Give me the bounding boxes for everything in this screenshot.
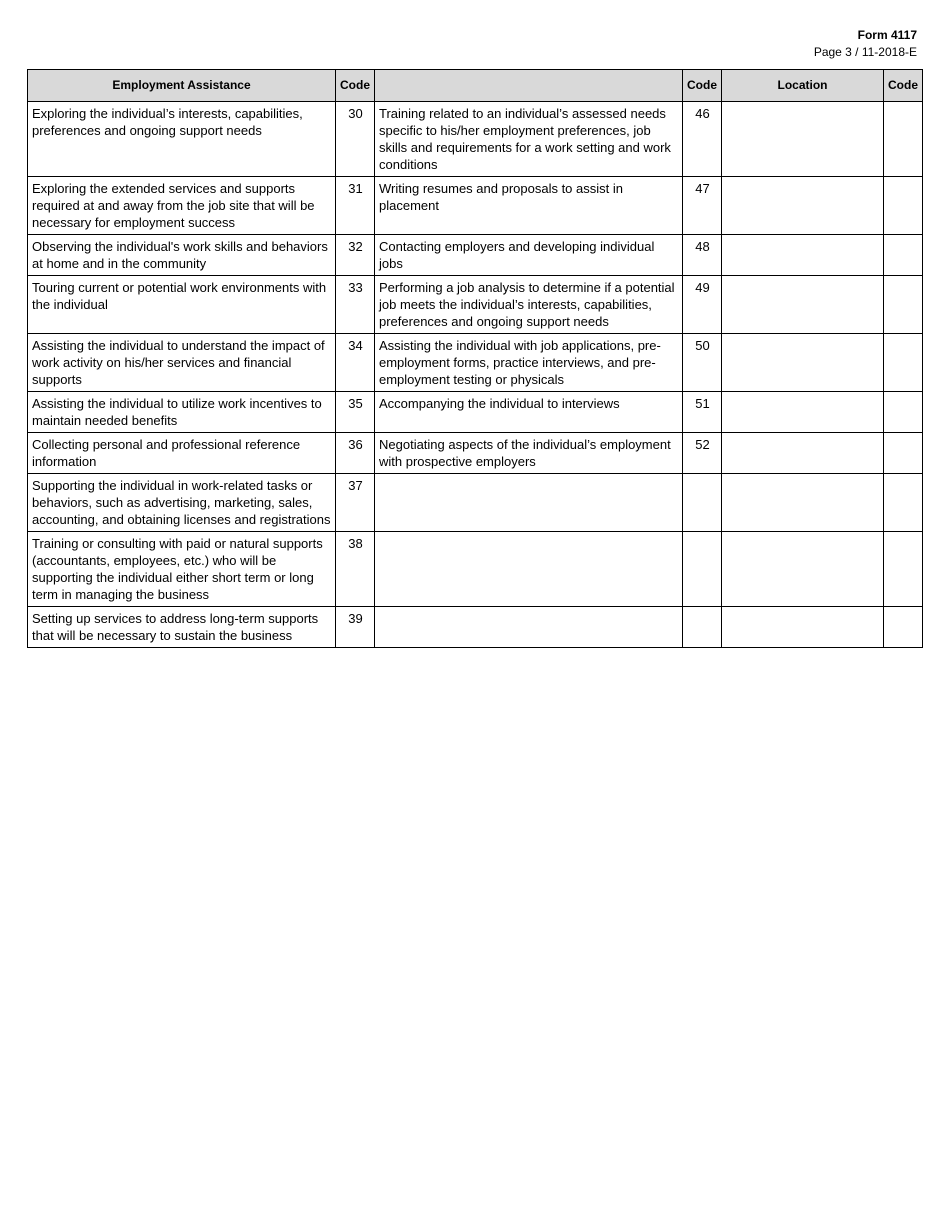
service-description: Training related to an individual’s assessed needs specific to his/her employment preferences, job skills and requirements for a work setting and work conditions xyxy=(375,102,683,177)
service-code: 35 xyxy=(336,392,375,433)
location-code-cell[interactable] xyxy=(884,235,923,276)
service-code: 38 xyxy=(336,532,375,607)
location-code-cell[interactable] xyxy=(884,433,923,474)
service-code xyxy=(683,474,722,532)
location-code-cell[interactable] xyxy=(884,607,923,648)
service-description: Touring current or potential work environments with the individual xyxy=(28,276,336,334)
service-code: 48 xyxy=(683,235,722,276)
header-code: Code xyxy=(336,70,375,102)
service-description xyxy=(375,607,683,648)
table-row xyxy=(28,532,923,607)
location-cell[interactable] xyxy=(722,433,884,474)
service-description: Assisting the individual with job applications, pre-employment forms, practice interviews, and pre-employment testing or physicals xyxy=(375,334,683,392)
table-row xyxy=(28,177,923,235)
table-row xyxy=(28,276,923,334)
service-description: Contacting employers and developing individual jobs xyxy=(375,235,683,276)
service-code xyxy=(683,607,722,648)
location-cell[interactable] xyxy=(722,276,884,334)
service-code: 50 xyxy=(683,334,722,392)
service-description: Training or consulting with paid or natural supports (accountants, employees, etc.) who will be supporting the individual either short term or long term in managing the business xyxy=(28,532,336,607)
service-code: 46 xyxy=(683,102,722,177)
service-code: 52 xyxy=(683,433,722,474)
header-code: Code xyxy=(683,70,722,102)
location-cell[interactable] xyxy=(722,177,884,235)
service-code: 51 xyxy=(683,392,722,433)
service-description: Exploring the individual’s interests, capabilities, preferences and ongoing support needs xyxy=(28,102,336,177)
service-description: Assisting the individual to utilize work incentives to maintain needed benefits xyxy=(28,392,336,433)
service-code: 49 xyxy=(683,276,722,334)
service-description xyxy=(375,532,683,607)
header-employment-assistance: Employment Assistance xyxy=(28,70,336,102)
service-description: Observing the individual's work skills and behaviors at home and in the community xyxy=(28,235,336,276)
service-description xyxy=(375,474,683,532)
location-cell[interactable] xyxy=(722,102,884,177)
header-blank xyxy=(375,70,683,102)
location-cell[interactable] xyxy=(722,392,884,433)
service-code: 39 xyxy=(336,607,375,648)
service-description: Supporting the individual in work-related tasks or behaviors, such as advertising, marketing, sales, accounting, and obtaining licenses and registrations xyxy=(28,474,336,532)
location-cell[interactable] xyxy=(722,334,884,392)
location-code-cell[interactable] xyxy=(884,102,923,177)
service-code: 37 xyxy=(336,474,375,532)
table-row xyxy=(28,392,923,433)
services-table xyxy=(27,69,923,648)
table-row xyxy=(28,607,923,648)
service-code: 47 xyxy=(683,177,722,235)
form-number: Form 4117 xyxy=(857,28,917,42)
service-code: 36 xyxy=(336,433,375,474)
form-header xyxy=(814,27,917,61)
header-location: Location xyxy=(722,70,884,102)
service-code: 33 xyxy=(336,276,375,334)
location-code-cell[interactable] xyxy=(884,334,923,392)
page-info: Page 3 / 11-2018-E xyxy=(813,45,917,59)
service-description: Assisting the individual to understand the impact of work activity on his/her services and financial supports xyxy=(28,334,336,392)
location-cell[interactable] xyxy=(722,235,884,276)
service-code: 31 xyxy=(336,177,375,235)
location-code-cell[interactable] xyxy=(884,276,923,334)
service-code: 30 xyxy=(336,102,375,177)
service-code xyxy=(683,532,722,607)
location-code-cell[interactable] xyxy=(884,532,923,607)
table-body xyxy=(28,102,923,648)
location-cell[interactable] xyxy=(722,532,884,607)
table-row xyxy=(28,474,923,532)
location-code-cell[interactable] xyxy=(884,392,923,433)
table-row xyxy=(28,433,923,474)
service-description: Negotiating aspects of the individual’s employment with prospective employers xyxy=(375,433,683,474)
service-description: Setting up services to address long-term supports that will be necessary to sustain the business xyxy=(28,607,336,648)
table-row xyxy=(28,334,923,392)
location-code-cell[interactable] xyxy=(884,474,923,532)
service-description: Writing resumes and proposals to assist in placement xyxy=(375,177,683,235)
location-code-cell[interactable] xyxy=(884,177,923,235)
table-header-row xyxy=(28,70,923,102)
service-code: 32 xyxy=(336,235,375,276)
location-cell[interactable] xyxy=(722,474,884,532)
service-code: 34 xyxy=(336,334,375,392)
table-row xyxy=(28,102,923,177)
service-description: Exploring the extended services and supports required at and away from the job site that will be necessary for employment success xyxy=(28,177,336,235)
service-description: Accompanying the individual to interviews xyxy=(375,392,683,433)
service-description: Performing a job analysis to determine if a potential job meets the individual’s interests, capabilities, preferences and ongoing support needs xyxy=(375,276,683,334)
table-row xyxy=(28,235,923,276)
service-description: Collecting personal and professional reference information xyxy=(28,433,336,474)
header-code: Code xyxy=(884,70,923,102)
location-cell[interactable] xyxy=(722,607,884,648)
